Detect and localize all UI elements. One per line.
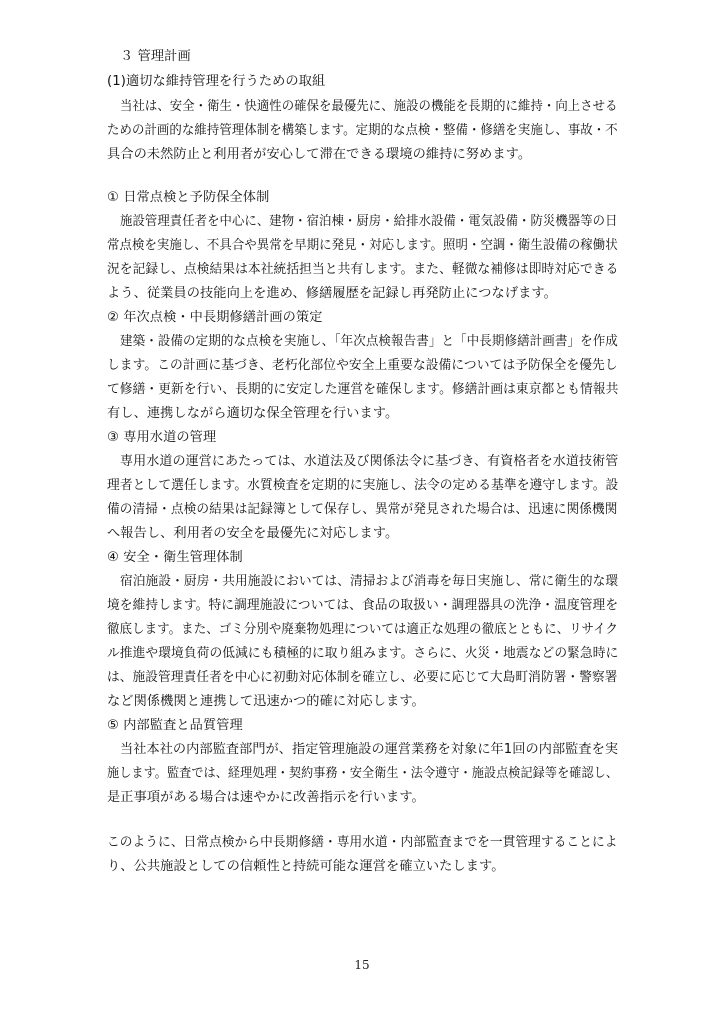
item-line: へ報告し、利用者の安全を最優先に対応します。 xyxy=(107,526,399,541)
item-line: など関係機関と連携して迅速かつ的確に対応します。 xyxy=(107,694,425,709)
item-line: 建築・設備の定期的な点検を実施し、「年次点検報告書」と「中長期修繕計画書」を作成 xyxy=(120,334,618,349)
item-line: 備の清掃・点検の結果は記録簿として保存し、異常が発見された場合は、迅速に関係機関 xyxy=(107,502,618,517)
intro-line: 具合の未然防止と利用者が安心して滞在できる環境の維持に努めます。 xyxy=(107,147,532,162)
item-line: 当社本社の内部監査部門が、指定管理施設の運営業務を対象に年1回の内部監査を実 xyxy=(120,742,619,757)
item-line: ル推進や環境負荷の低減にも積極的に取り組みます。さらに、火災・地震などの緊急時に xyxy=(107,646,619,661)
item-line: します。この計画に基づき、老朽化部位や安全上重要な設備については予防保全を優先し xyxy=(107,358,618,373)
item-line: 有し、連携しながら適切な保全管理を行います。 xyxy=(107,406,399,421)
item-line: 宿泊施設・厨房・共用施設においては、清掃および消毒を毎日実施し、常に衛生的な環 xyxy=(120,574,619,589)
intro-line: ための計画的な維持管理体制を構築します。定期的な点検・整備・修繕を実施し、事故・不 xyxy=(107,123,618,138)
item-line: 施します。監査では、経理処理・契約事務・安全衛生・法令遵守・施設点検記録等を確認し、 xyxy=(107,766,619,781)
page-number: 15 xyxy=(354,958,370,972)
item-line: は、施設管理責任者を中心に初動対応体制を確立し、必要に応じて大島町消防署・警察署 xyxy=(107,670,618,685)
item-line: よう、従業員の技能向上を進め、修繕履歴を記録し再発防止につなげます。 xyxy=(107,286,557,301)
item-line: 常点検を実施し、不具合や異常を早期に発見・対応します。照明・空調・衛生設備の稼働状 xyxy=(107,238,618,253)
item-line: 境を維持します。特に調理施設については、食品の取扱い・調理器具の洗浄・温度管理を xyxy=(107,598,619,613)
conclusion-line: り、公共施設としての信頼性と持続可能な運営を確立いたします。 xyxy=(107,859,505,874)
item-line: 況を記録し、点検結果は本社統括担当と共有します。また、軽微な補修は即時対応できる xyxy=(107,262,619,277)
subsection-title: (1)適切な維持管理を行うための取組 xyxy=(107,74,326,89)
intro-line: 当社は、安全・衛生・快適性の確保を最優先に、施設の機能を長期的に維持・向上させる xyxy=(120,99,618,114)
item-line: 是正事項がある場合は速やかに改善指示を行います。 xyxy=(107,790,425,805)
item-heading: ③ 専用水道の管理 xyxy=(107,430,217,445)
item-line: 施設管理責任者を中心に、建物・宿泊棟・厨房・給排水設備・電気設備・防災機器等の日 xyxy=(120,214,618,229)
item-line: 理者として選任します。水質検査を定期的に実施し、法令の定める基準を遵守します。設 xyxy=(107,478,619,493)
item-heading: ① 日常点検と予防保全体制 xyxy=(107,190,270,205)
section-title: ３ 管理計画 xyxy=(120,49,191,64)
item-line: て修繕・更新を行い、長期的に安定した運営を確保します。修繕計画は東京都とも情報共 xyxy=(107,382,619,397)
item-heading: ⑤ 内部監査と品質管理 xyxy=(107,718,243,733)
item-heading: ④ 安全・衛生管理体制 xyxy=(107,550,243,565)
conclusion-line: このように、日常点検から中長期修繕・専用水道・内部監査までを一貫管理することによ xyxy=(107,835,618,850)
item-line: 徹底します。また、ゴミ分別や廃棄物処理については適正な処理の徹底とともに、リサイク xyxy=(107,622,619,637)
item-heading: ② 年次点検・中長期修繕計画の策定 xyxy=(107,310,323,325)
item-line: 専用水道の運営にあたっては、水道法及び関係法令に基づき、有資格者を水道技術管 xyxy=(120,454,619,469)
